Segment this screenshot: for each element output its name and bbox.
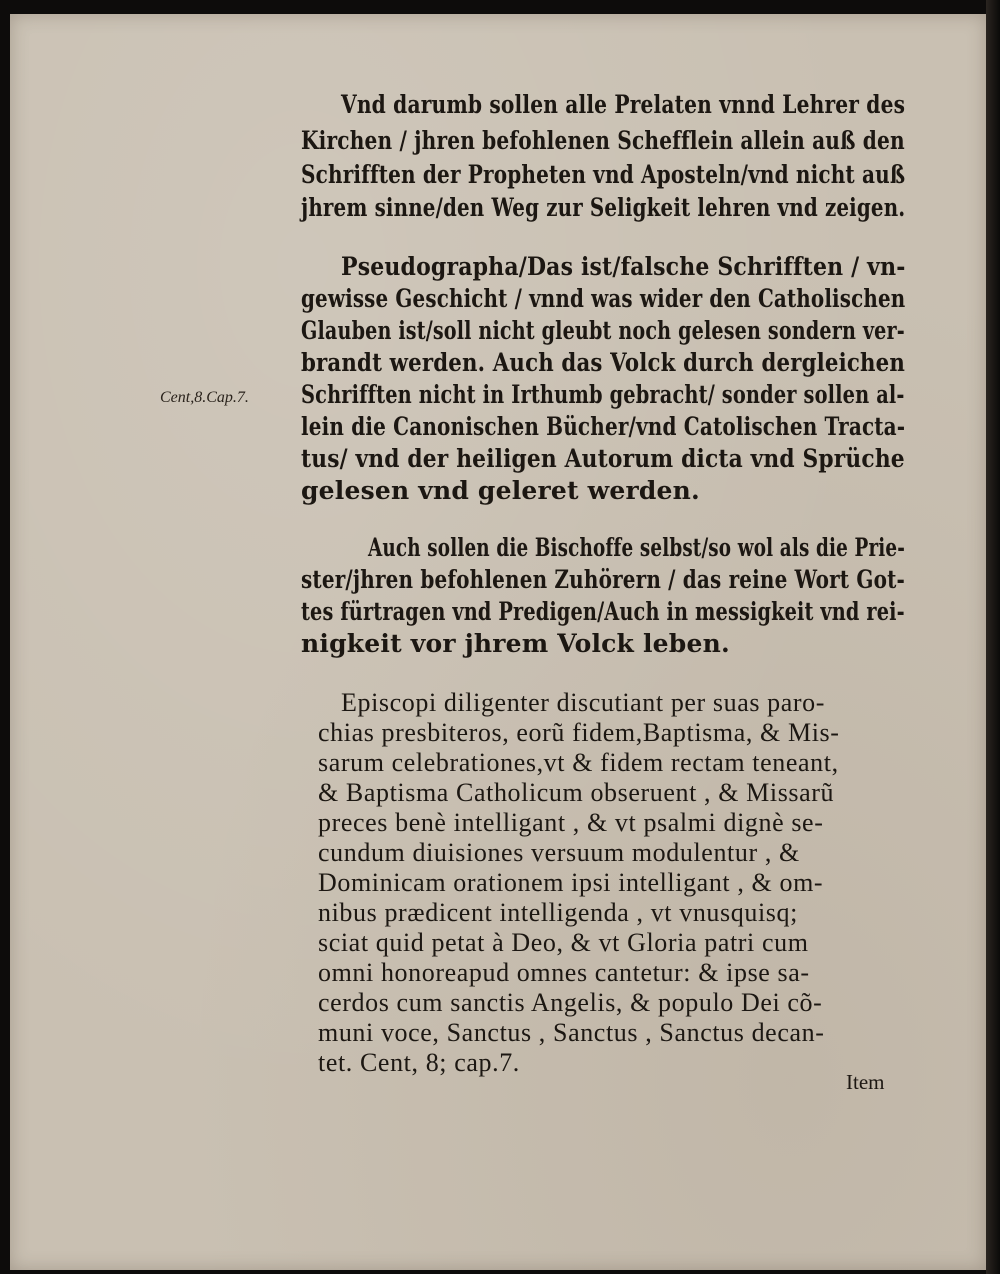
paragraph-4-line-9: sciat quid petat à Deo, & vt Gloria patri cum — [318, 928, 809, 957]
paragraph-3-line-2: ster/jhren befohlenen Zuhörern / das reine Wort Got- — [301, 565, 905, 594]
paragraph-4-line-11: cerdos cum sanctis Angelis, & populo Dei cõ- — [318, 988, 823, 1017]
paragraph-4-line-1: Episcopi diligenter discutiant per suas paro- — [341, 688, 826, 717]
paragraph-4-line-13: tet. Cent, 8; cap.7. — [318, 1048, 520, 1077]
paragraph-2-line-6: lein die Canonischen Bücher/vnd Catolischen Tracta- — [301, 412, 906, 441]
paragraph-2-line-7: tus/ vnd der heiligen Autorum dicta vnd Sprüche — [301, 444, 905, 473]
paragraph-4-line-7: Dominicam orationem ipsi intelligant , & om- — [318, 868, 824, 897]
paragraph-2-line-8: gelesen vnd geleret werden. — [301, 476, 700, 505]
paragraph-4-line-6: cundum diuisiones versuum modulentur , & — [318, 838, 800, 867]
paragraph-2-line-4: brandt werden. Auch das Volck durch dergleichen — [301, 348, 905, 377]
paragraph-4-line-5: preces benè intelligant , & vt psalmi dignè se- — [318, 808, 824, 837]
paragraph-4-line-10: omni honoreapud omnes cantetur: & ipse sa- — [318, 958, 810, 987]
paragraph-4-line-2: chias presbiteros, eorũ fidem,Baptisma, & Mis- — [318, 718, 840, 747]
paragraph-3-line-3: tes fürtragen vnd Predigen/Auch in messigkeit vnd rei- — [301, 597, 905, 626]
paragraph-2-line-2: gewisse Geschicht / vnnd was wider den Catholischen — [301, 284, 906, 313]
paragraph-4-line-12: muni voce, Sanctus , Sanctus , Sanctus decan- — [318, 1018, 825, 1047]
paragraph-3-line-4: nigkeit vor jhrem Volck leben. — [301, 629, 730, 658]
paragraph-1-line-2: Kirchen / jhren befohlenen Schefflein allein auß den — [301, 126, 905, 155]
paragraph-1-line-1: Vnd darumb sollen alle Prelaten vnnd Lehrer des — [341, 90, 906, 119]
paragraph-4-line-3: sarum celebrationes,vt & fidem rectam teneant, — [318, 748, 839, 777]
paragraph-1-line-3: Schrifften der Propheten vnd Aposteln/vnd nicht auß — [301, 160, 906, 189]
paragraph-2-line-1: Pseudographa/Das ist/falsche Schrifften / vn- — [341, 252, 906, 281]
paragraph-4-line-4: & Baptisma Catholicum obseruent , & Missarũ — [318, 778, 835, 807]
paragraph-2-line-5: Schrifften nicht in Irthumb gebracht/ sonder sollen al- — [301, 380, 905, 409]
paragraph-4-line-8: nibus prædicent intelligenda , vt vnusquisq; — [318, 898, 798, 927]
catchword: Item — [846, 1070, 885, 1094]
paragraph-3-line-1: Auch sollen die Bischoffe selbst/so wol als die Prie- — [368, 533, 906, 562]
page-edge-shadow — [986, 0, 1000, 1274]
paragraph-1-line-4: jhrem sinne/den Weg zur Seligkeit lehren vnd zeigen. — [301, 193, 906, 222]
paragraph-2-line-3: Glauben ist/soll nicht gleubt noch gelesen sondern ver- — [301, 316, 905, 345]
marginal-note: Cent,8.Cap.7. — [160, 389, 249, 406]
